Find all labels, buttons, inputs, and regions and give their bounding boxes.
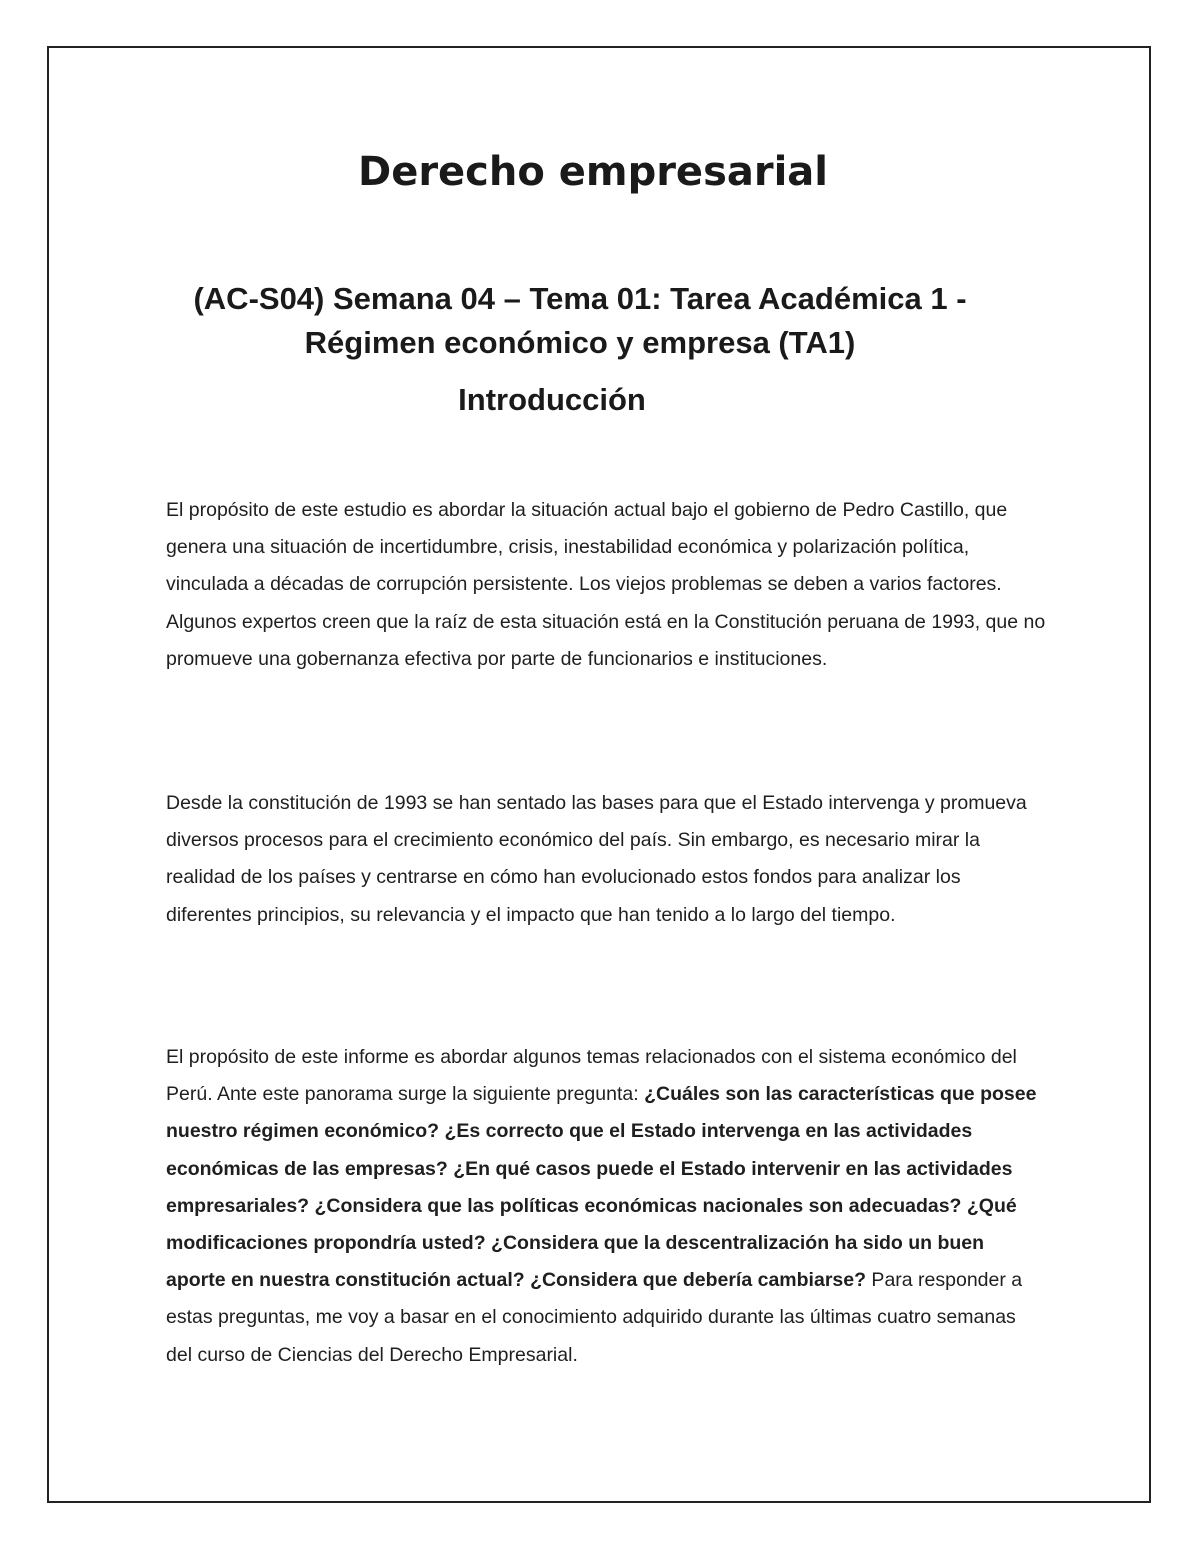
paragraph-3-questions: ¿Cuáles son las características que posee nuestro régimen económico? ¿Es correcto que el Estado intervenga en las actividades económicas de las empresas? ¿En qué casos puede el Estado intervenir en las actividades empresariales? ¿Considera que las políticas económicas nacionales son adecuadas? ¿Qué modificaciones propondría usted? ¿Considera que la descentralización ha sido un buen aporte en nuestra constitución actual? ¿Considera que debería cambiarse? <box>166 1083 1037 1292</box>
paragraph-1: El propósito de este estudio es abordar la situación actual bajo el gobierno de Pedro Castillo, que genera una situación de incertidumbre, crisis, inestabilidad económica y polarización política, vinculada a décadas de corrupción persistente. Los viejos problemas se deben a varios factores. Algunos expertos creen que la raíz de esta situación está en la Constitución peruana de 1993, que no promueve una gobernanza efectiva por parte de funcionarios e instituciones. <box>166 499 1046 670</box>
section-heading-introduccion: Introducción <box>458 382 646 417</box>
paragraph-2: Desde la constitución de 1993 se han sentado las bases para que el Estado intervenga y promueva diversos procesos para el crecimiento económico del país. Sin embargo, es necesario mirar la realidad de los países y centrarse en cómo han evolucionado estos fondos para analizar los diferentes principios, su relevancia y el impacto que han tenido a lo largo del tiempo. <box>166 792 1027 926</box>
document-subtitle: (AC-S04) Semana 04 – Tema 01: Tarea Académica 1 - Régimen económico y empresa (TA1) <box>193 281 967 360</box>
paragraph-3-intro: El propósito de este informe es abordar algunos temas relacionados con el sistema económico del Perú. Ante este panorama surge la siguiente pregunta: <box>166 1046 1017 1106</box>
document-title: Derecho empresarial <box>357 149 829 195</box>
paragraph-3 <box>166 1039 1046 1374</box>
paragraph-3-outro: Para responder a estas preguntas, me voy a basar en el conocimiento adquirido durante las últimas cuatro semanas del curso de Ciencias del Derecho Empresarial. <box>166 1269 1023 1366</box>
